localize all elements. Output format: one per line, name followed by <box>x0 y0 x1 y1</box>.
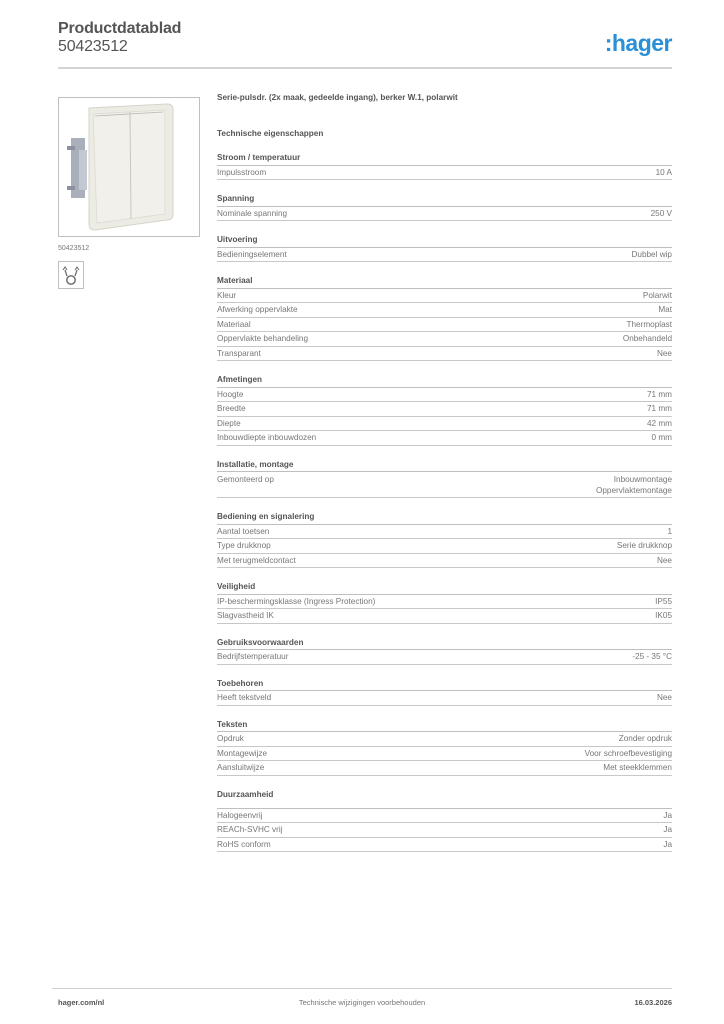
spec-value: Nee <box>656 348 672 358</box>
spec-value: 250 V <box>650 208 672 218</box>
spec-value: Zonder opdruk <box>618 734 672 743</box>
spec-value: Voor schroefbevestiging <box>584 748 672 758</box>
spec-value: -25 - 35 °C <box>632 652 672 661</box>
section-afmetingen <box>217 375 672 446</box>
spec-row <box>217 761 672 776</box>
section-title: Bediening en signalering <box>217 512 672 525</box>
section-teksten <box>217 720 672 776</box>
section-title: Toebehoren <box>217 679 672 692</box>
spec-value: 42 mm <box>646 418 672 428</box>
spec-label: RoHS conform <box>217 839 271 849</box>
section-title: Veiligheid <box>217 582 672 595</box>
spec-row <box>217 747 672 762</box>
spec-value: IP55 <box>655 596 672 606</box>
spec-row <box>217 691 672 706</box>
page-title: Productdatablad <box>58 20 182 37</box>
spec-label: Kleur <box>217 290 237 300</box>
spec-value: Thermoplast <box>626 319 672 329</box>
spec-value: Met steekklemmen <box>603 763 672 772</box>
spec-label: Nominale spanning <box>217 208 288 218</box>
spec-row <box>217 248 672 263</box>
spec-row <box>217 303 672 318</box>
spec-value: Dubbel wip <box>631 249 672 259</box>
spec-label: Met terugmeldcontact <box>217 555 296 565</box>
spec-value: Nee <box>656 693 672 702</box>
spec-row <box>217 732 672 747</box>
footer-date: 16.03.2026 <box>634 998 672 1007</box>
section-title: Spanning <box>217 194 672 207</box>
spec-row <box>217 289 672 304</box>
spec-row <box>217 402 672 417</box>
hager-logo: :hager <box>604 30 672 56</box>
spec-label: Opdruk <box>217 734 244 743</box>
spec-label: Hoogte <box>217 389 244 399</box>
spec-label: IP-beschermingsklasse (Ingress Protection) <box>217 596 376 606</box>
spec-label: Inbouwdiepte inbouwdozen <box>217 433 317 442</box>
spec-value: Nee <box>656 555 672 565</box>
pushbutton-symbol-box <box>58 261 84 289</box>
spec-label: Materiaal <box>217 319 251 329</box>
section-title: Duurzaamheid <box>217 790 672 809</box>
spec-value: Serie drukknop <box>616 541 672 550</box>
spec-value: 10 A <box>655 167 672 177</box>
spec-value: Ja <box>663 810 672 820</box>
section-title: Afmetingen <box>217 375 672 388</box>
section-title: Gebruiksvoorwaarden <box>217 638 672 651</box>
product-image <box>58 97 200 237</box>
spec-label: Impulsstroom <box>217 167 267 177</box>
section-stroom-temperatuur <box>217 153 672 180</box>
spec-row <box>217 417 672 432</box>
image-caption: 50423512 <box>58 245 90 252</box>
spec-label: Oppervlakte behandeling <box>217 334 309 343</box>
spec-label: Transparant <box>217 348 261 358</box>
spec-row <box>217 318 672 333</box>
section-title: Teksten <box>217 720 672 733</box>
spec-row <box>217 332 672 347</box>
spec-row <box>217 388 672 403</box>
spec-label: Afwerking oppervlakte <box>217 305 298 314</box>
technical-properties-title: Technische eigenschappen <box>217 129 324 138</box>
spec-row <box>217 472 672 498</box>
spec-row <box>217 525 672 540</box>
section-uitvoering <box>217 235 672 262</box>
spec-row <box>217 207 672 222</box>
spec-value <box>596 474 672 496</box>
footer-divider <box>52 988 672 989</box>
spec-row <box>217 554 672 569</box>
spec-value: 71 mm <box>646 404 672 413</box>
spec-label: Diepte <box>217 418 241 428</box>
footer-disclaimer: Technische wijzigingen voorbehouden <box>298 998 426 1007</box>
spec-label: Montagewijze <box>217 748 268 758</box>
spec-row <box>217 838 672 853</box>
section-duurzaamheid <box>217 790 672 853</box>
spec-label: REACh-SVHC vrij <box>217 825 283 834</box>
spec-row <box>217 347 672 362</box>
section-title: Installatie, montage <box>217 460 672 473</box>
spec-label: Bedieningselement <box>217 249 287 259</box>
spec-row <box>217 650 672 665</box>
section-spanning <box>217 194 672 221</box>
spec-label: Slagvastheid IK <box>217 611 274 620</box>
spec-value: Onbehandeld <box>622 334 672 343</box>
technical-datasheet <box>217 93 672 852</box>
section-toebehoren <box>217 679 672 706</box>
pushbutton-symbol-icon <box>59 262 83 288</box>
section-title: Materiaal <box>217 276 672 289</box>
product-description: Serie-pulsdr. (2x maak, gedeelde ingang), berker W.1, polarwit <box>217 93 458 102</box>
spec-value: 1 <box>667 526 672 536</box>
section-installatie-montage <box>217 460 672 499</box>
spec-row <box>217 595 672 610</box>
spec-value: 71 mm <box>646 389 672 399</box>
spec-label: Heeft tekstveld <box>217 693 272 702</box>
section-title: Stroom / temperatuur <box>217 153 672 166</box>
header-divider <box>58 67 672 69</box>
section-materiaal <box>217 276 672 361</box>
spec-value: Ja <box>663 839 672 849</box>
spec-label: Aantal toetsen <box>217 526 270 536</box>
spec-row <box>217 539 672 554</box>
section-veiligheid <box>217 582 672 624</box>
section-gebruiksvoorwaarden <box>217 638 672 665</box>
spec-value: Polarwit <box>642 290 672 300</box>
spec-label: Type drukknop <box>217 541 271 550</box>
spec-label: Bedrijfstemperatuur <box>217 652 289 661</box>
footer-website-link[interactable]: hager.com/nl <box>58 998 105 1007</box>
spec-value: Mat <box>658 305 672 314</box>
spec-label: Breedte <box>217 404 246 413</box>
spec-label: Aansluitwijze <box>217 763 265 772</box>
spec-row <box>217 609 672 624</box>
spec-label: Gemonteerd op <box>217 475 274 484</box>
spec-value: Ja <box>663 825 672 834</box>
spec-label: Halogeenvrij <box>217 810 263 820</box>
spec-row <box>217 809 672 824</box>
section-bediening-signalering <box>217 512 672 568</box>
section-title: Uitvoering <box>217 235 672 248</box>
spec-value: 0 mm <box>651 433 672 442</box>
spec-value-line: Inbouwmontage <box>613 475 672 484</box>
product-switch-illustration <box>59 98 199 236</box>
spec-value-line: Oppervlaktemontage <box>595 486 672 495</box>
spec-row <box>217 823 672 838</box>
article-number: 50423512 <box>58 38 128 55</box>
spec-row <box>217 431 672 446</box>
spec-value: IK05 <box>655 611 672 620</box>
spec-row <box>217 166 672 181</box>
